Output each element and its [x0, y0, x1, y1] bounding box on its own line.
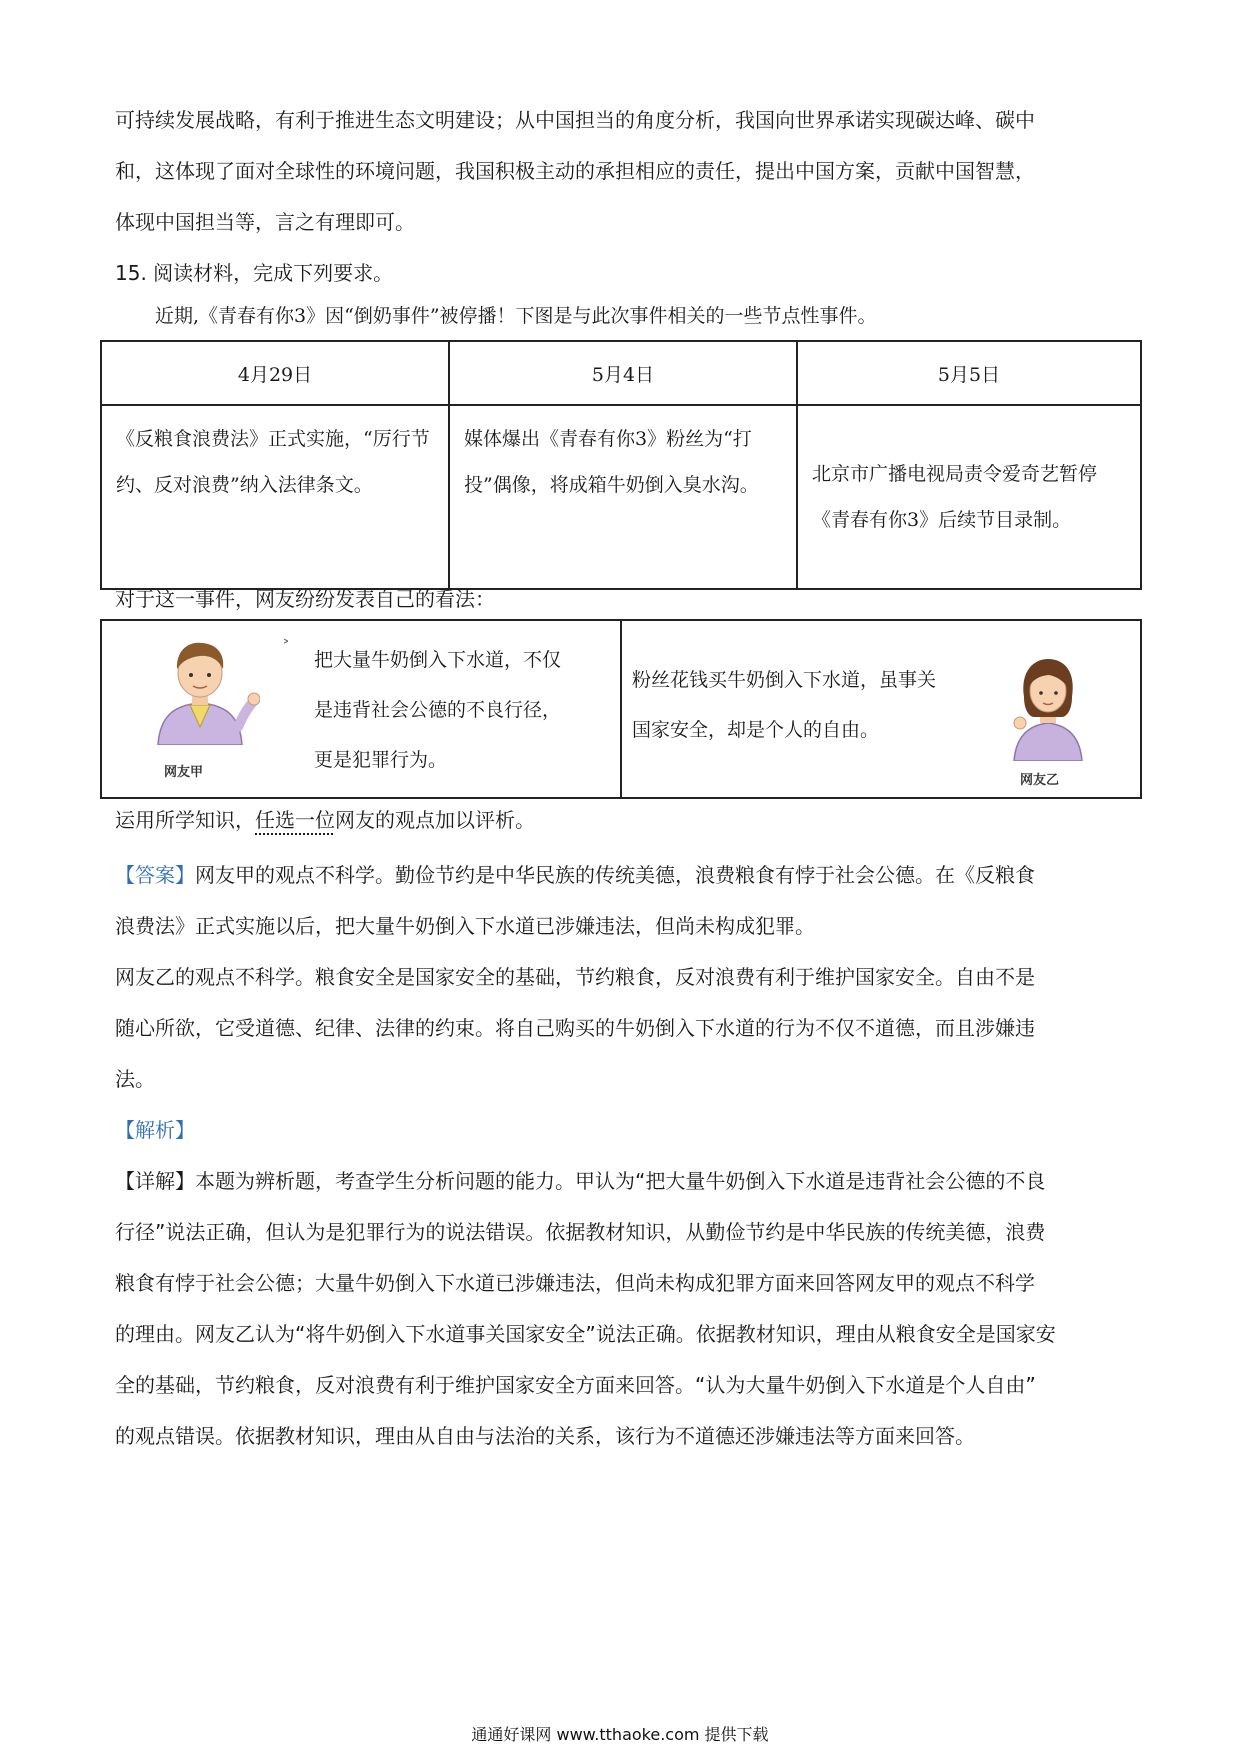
event-date-1: 4月29日	[101, 341, 449, 405]
netizen-b-illustration	[1000, 651, 1096, 761]
event-text-3: 北京市广播电视局责令爱奇艺暂停《青春有你3》后续节目录制。	[797, 405, 1141, 589]
answer-line-4: 随心所欲，它受道德、纪律、法律的约束。将自己购买的牛奶倒入下水道的行为不仅不道德，而且涉嫌违	[115, 1016, 1035, 1040]
task-suffix: 网友的观点加以评析。	[335, 808, 535, 832]
event-date-3: 5月5日	[797, 341, 1141, 405]
answer-line-1	[115, 850, 1130, 901]
task-prefix: 运用所学知识，	[115, 808, 255, 832]
netizen-a-illustration	[140, 635, 260, 745]
netizen-views-box	[100, 619, 1142, 799]
intro-line-3: 体现中国担当等，言之有理即可。	[115, 210, 415, 234]
question-lead: 近期,《青春有你3》因“倒奶事件”被停播！下图是与此次事件相关的一些节点性事件。	[155, 305, 877, 327]
question-title: 15. 阅读材料，完成下列要求。	[115, 261, 394, 285]
netizen-b-speech-line-2: 国家安全，却是个人的自由。	[632, 719, 880, 741]
analysis-line-5: 全的基础，节约粮食，反对浪费有利于维护国家安全方面来回答。“认为大量牛奶倒入下水道是个人自由”	[115, 1373, 1036, 1397]
event-date-2: 5月4日	[449, 341, 797, 405]
answer-label: 【答案】	[115, 863, 195, 887]
analysis-text-1: 本题为辨析题，考查学生分析问题的能力。甲认为“把大量牛奶倒入下水道是违背社会公德的不良	[195, 1169, 1046, 1193]
speech-mark: ˃	[282, 637, 290, 656]
analysis-line-6: 的观点错误。依据教材知识，理由从自由与法治的关系，该行为不道德还涉嫌违法等方面来回答。	[115, 1424, 975, 1448]
event-text-1: 《反粮食浪费法》正式实施，“厉行节约、反对浪费”纳入法律条文。	[101, 405, 449, 589]
netizen-a-caption: 网友甲	[164, 765, 204, 780]
netizen-b-cell	[622, 621, 1140, 797]
netizen-b-speech-line-1: 粉丝花钱买牛奶倒入下水道，虽事关	[632, 669, 937, 691]
page-footer: 通通好课网 www.tthaoke.com 提供下载	[471, 1725, 769, 1744]
analysis-label: 【解析】	[115, 1118, 195, 1142]
analysis-line-3: 粮食有悖于社会公德；大量牛奶倒入下水道已涉嫌违法，但尚未构成犯罪方面来回答网友甲的观点不科学	[115, 1271, 1035, 1295]
intro-line-1: 可持续发展战略，有利于推进生态文明建设；从中国担当的角度分析，我国向世界承诺实现碳达峰、碳中	[115, 108, 1035, 132]
event-text-2: 媒体爆出《青春有你3》粉丝为“打投”偶像，将成箱牛奶倒入臭水沟。	[449, 405, 797, 589]
analysis-line-2: 行径”说法正确，但认为是犯罪行为的说法错误。依据教材知识，从勤俭节约是中华民族的传统美德，浪费	[115, 1220, 1046, 1244]
task-instruction	[115, 795, 1130, 846]
analysis-line-4: 的理由。网友乙认为“将牛奶倒入下水道事关国家安全”说法正确。依据教材知识，理由从粮食安全是国家安	[115, 1322, 1056, 1346]
answer-text-1: 网友甲的观点不科学。勤俭节约是中华民族的传统美德，浪费粮食有悖于社会公德。在《反粮食	[195, 863, 1035, 887]
task-emphasis: 任选一位	[255, 808, 335, 832]
intro-line-2: 和，这体现了面对全球性的环境问题，我国积极主动的承担相应的责任，提出中国方案，贡献中国智慧，	[115, 159, 1035, 183]
answer-line-2: 浪费法》正式实施以后，把大量牛奶倒入下水道已涉嫌违法，但尚未构成犯罪。	[115, 914, 815, 938]
analysis-line-1	[115, 1156, 1130, 1207]
answer-line-5: 法。	[115, 1067, 155, 1091]
netizen-a-cell	[102, 621, 622, 797]
netizen-a-speech-line-3: 更是犯罪行为。	[314, 749, 448, 771]
netizen-a-speech-line-1: 把大量牛奶倒入下水道，不仅	[314, 649, 562, 671]
detail-label: 【详解】	[115, 1169, 195, 1193]
events-table	[100, 340, 1142, 590]
netizen-a-speech-line-2: 是违背社会公德的不良行径，	[314, 699, 562, 721]
netizen-b-caption: 网友乙	[1020, 773, 1060, 788]
opinion-intro: 对于这一事件，网友纷纷发表自己的看法：	[115, 587, 495, 611]
answer-line-3: 网友乙的观点不科学。粮食安全是国家安全的基础，节约粮食，反对浪费有利于维护国家安全。自由不是	[115, 965, 1035, 989]
